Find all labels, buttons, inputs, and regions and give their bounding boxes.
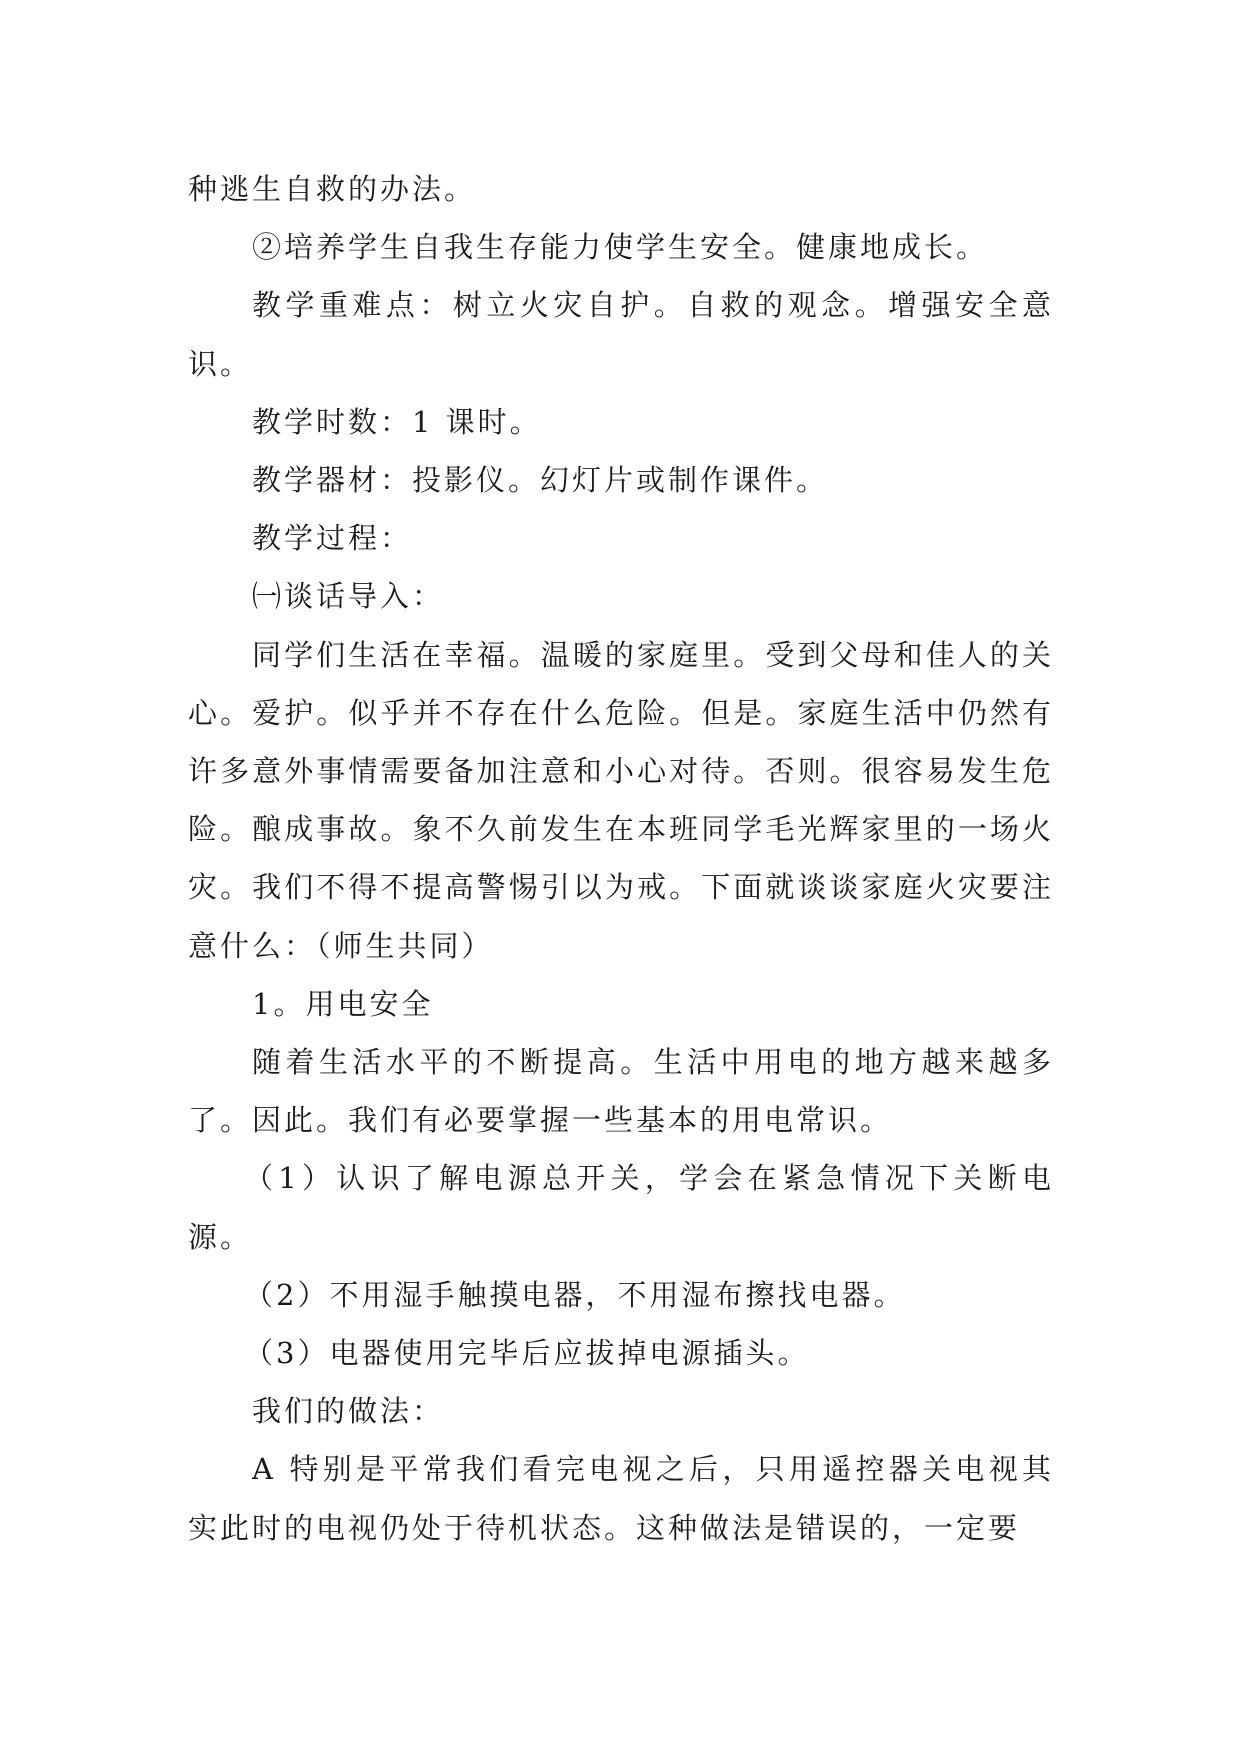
paragraph-class-hours: 教学时数：1 课时。 — [252, 404, 542, 439]
paragraph-our-practice-heading: 我们的做法： — [252, 1394, 445, 1429]
paragraph-objective-2: ②培养学生自我生存能力使学生安全。健康地成长。 — [252, 230, 989, 265]
paragraph-equipment: 教学器材：投影仪。幻灯片或制作课件。 — [252, 463, 829, 498]
paragraph-rule-2: （2）不用湿手触摸电器，不用湿布擦找电器。 — [244, 1277, 906, 1312]
paragraph-intro-heading: ㈠谈话导入： — [252, 579, 445, 614]
paragraph-process-heading: 教学过程： — [252, 521, 413, 556]
paragraph-escape-methods: 种逃生自救的办法。 — [188, 172, 477, 206]
paragraph-key-points: 教学重难点：树立火灾自护。自救的观念。增强安全意识。 — [188, 288, 1054, 381]
paragraph-rule-1: （1）认识了解电源总开关，学会在紧急情况下关断电源。 — [188, 1161, 1054, 1254]
paragraph-practice-a: A 特别是平常我们看完电视之后，只用遥控器关电视其实此时的电视仍处于待机状态。这种做法是错误的，一定要 — [188, 1452, 1054, 1545]
paragraph-intro-text: 同学们生活在幸福。温暖的家庭里。受到父母和佳人的关心。爱护。似乎并不存在什么危险。但是。家庭生活中仍然有许多意外事情需要备加注意和小心对待。否则。很容易发生危险。酿成事故。象不久前发生在本班同学毛光辉家里的一场火灾。我们不得不提高警惕引以为戒。下面就谈谈家庭火灾要注意什么：（师生共同） — [188, 637, 1054, 963]
paragraph-electric-safety-heading: 1。用电安全 — [252, 986, 434, 1021]
paragraph-electric-intro: 随着生活水平的不断提高。生活中用电的地方越来越多了。因此。我们有必要掌握一些基本的用电常识。 — [188, 1045, 1054, 1138]
document-body — [188, 160, 1054, 1557]
paragraph-rule-3: （3）电器使用完毕后应拔掉电源插头。 — [244, 1336, 810, 1371]
